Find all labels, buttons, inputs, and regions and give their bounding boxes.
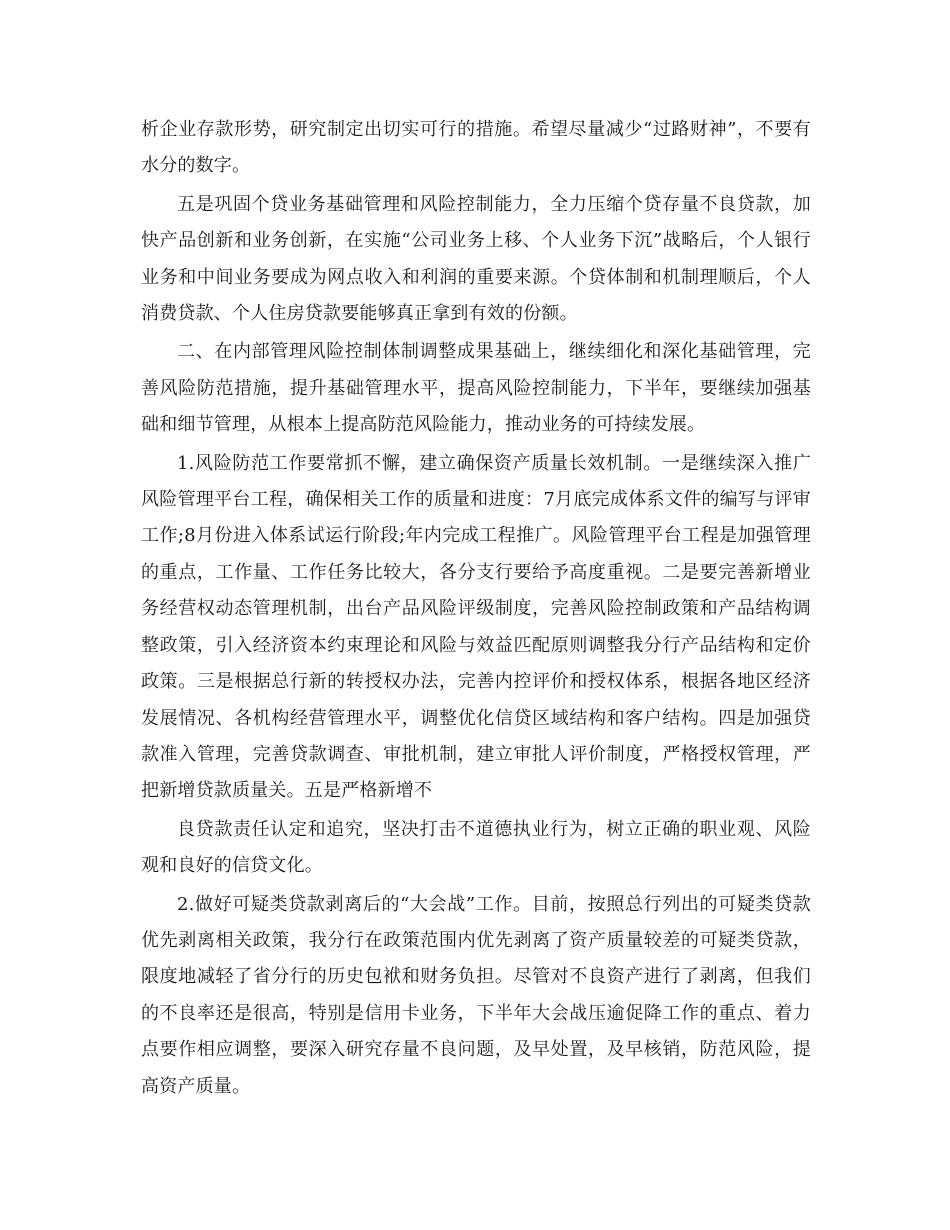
paragraph-4: 1.风险防范工作要常抓不懈，建立确保资产质量长效机制。一是继续深入推广风险管理平台工程，确保相关工作的质量和进度：7月底完成体系文件的编写与评审工作;8月份进入体系试运行阶段;年内完成工程推广。风险管理平台工程是加强管理的重点，工作量、工作任务比较大，各分支行要给予高度重视。二是要完善新增业务经营权动态管理机制，出台产品风险评级制度，完善风险控制政策和产品结构调整政策，引入经济资本约束理论和风险与效益匹配原则调整我分行产品结构和定价政策。三是根据总行新的转授权办法，完善内控评价和授权体系，根据各地区经济发展情况、各机构经营管理水平，调整优化信贷区域结构和客户结构。四是加强贷款准入管理，完善贷款调查、审批机制，建立审批人评价制度，严格授权管理，严把新增贷款质量关。五是严格新增不 [141, 452, 811, 802]
paragraph-2: 五是巩固个贷业务基础管理和风险控制能力，全力压缩个贷存量不良贷款，加快产品创新和业务创新，在实施“公司业务上移、个人业务下沉”战略后，个人银行业务和中间业务要成为网点收入和利润的重要来源。个贷体制和机制理顺后，个人消费贷款、个人住房贷款要能够真正拿到有效的份额。 [141, 193, 811, 325]
paragraph-1: 析企业存款形势，研究制定出切实可行的措施。希望尽量减少“过路财神”，不要有水分的数字。 [141, 119, 811, 177]
paragraph-6: 2.做好可疑类贷款剥离后的“大会战”工作。目前，按照总行列出的可疑类贷款优先剥离相关政策，我分行在政策范围内优先剥离了资产质量较差的可疑类贷款，限度地减轻了省分行的历史包袱和财务负担。尽管对不良资产进行了剥离，但我们的不良率还是很高，特别是信用卡业务，下半年大会战压逾促降工作的重点、着力点要作相应调整，要深入研究存量不良问题，及早处置，及早核销，防范风险，提高资产质量。 [141, 893, 811, 1097]
paragraph-5: 良贷款责任认定和追究，坚决打击不道德执业行为，树立正确的职业观、风险观和良好的信贷文化。 [141, 818, 811, 877]
paragraph-3: 二、在内部管理风险控制体制调整成果基础上，继续细化和深化基础管理，完善风险防范措施，提升基础管理水平，提高风险控制能力，下半年，要继续加强基础和细节管理，从根本上提高防范风险能力，推动业务的可持续发展。 [141, 341, 811, 436]
document-body [141, 112, 811, 1107]
